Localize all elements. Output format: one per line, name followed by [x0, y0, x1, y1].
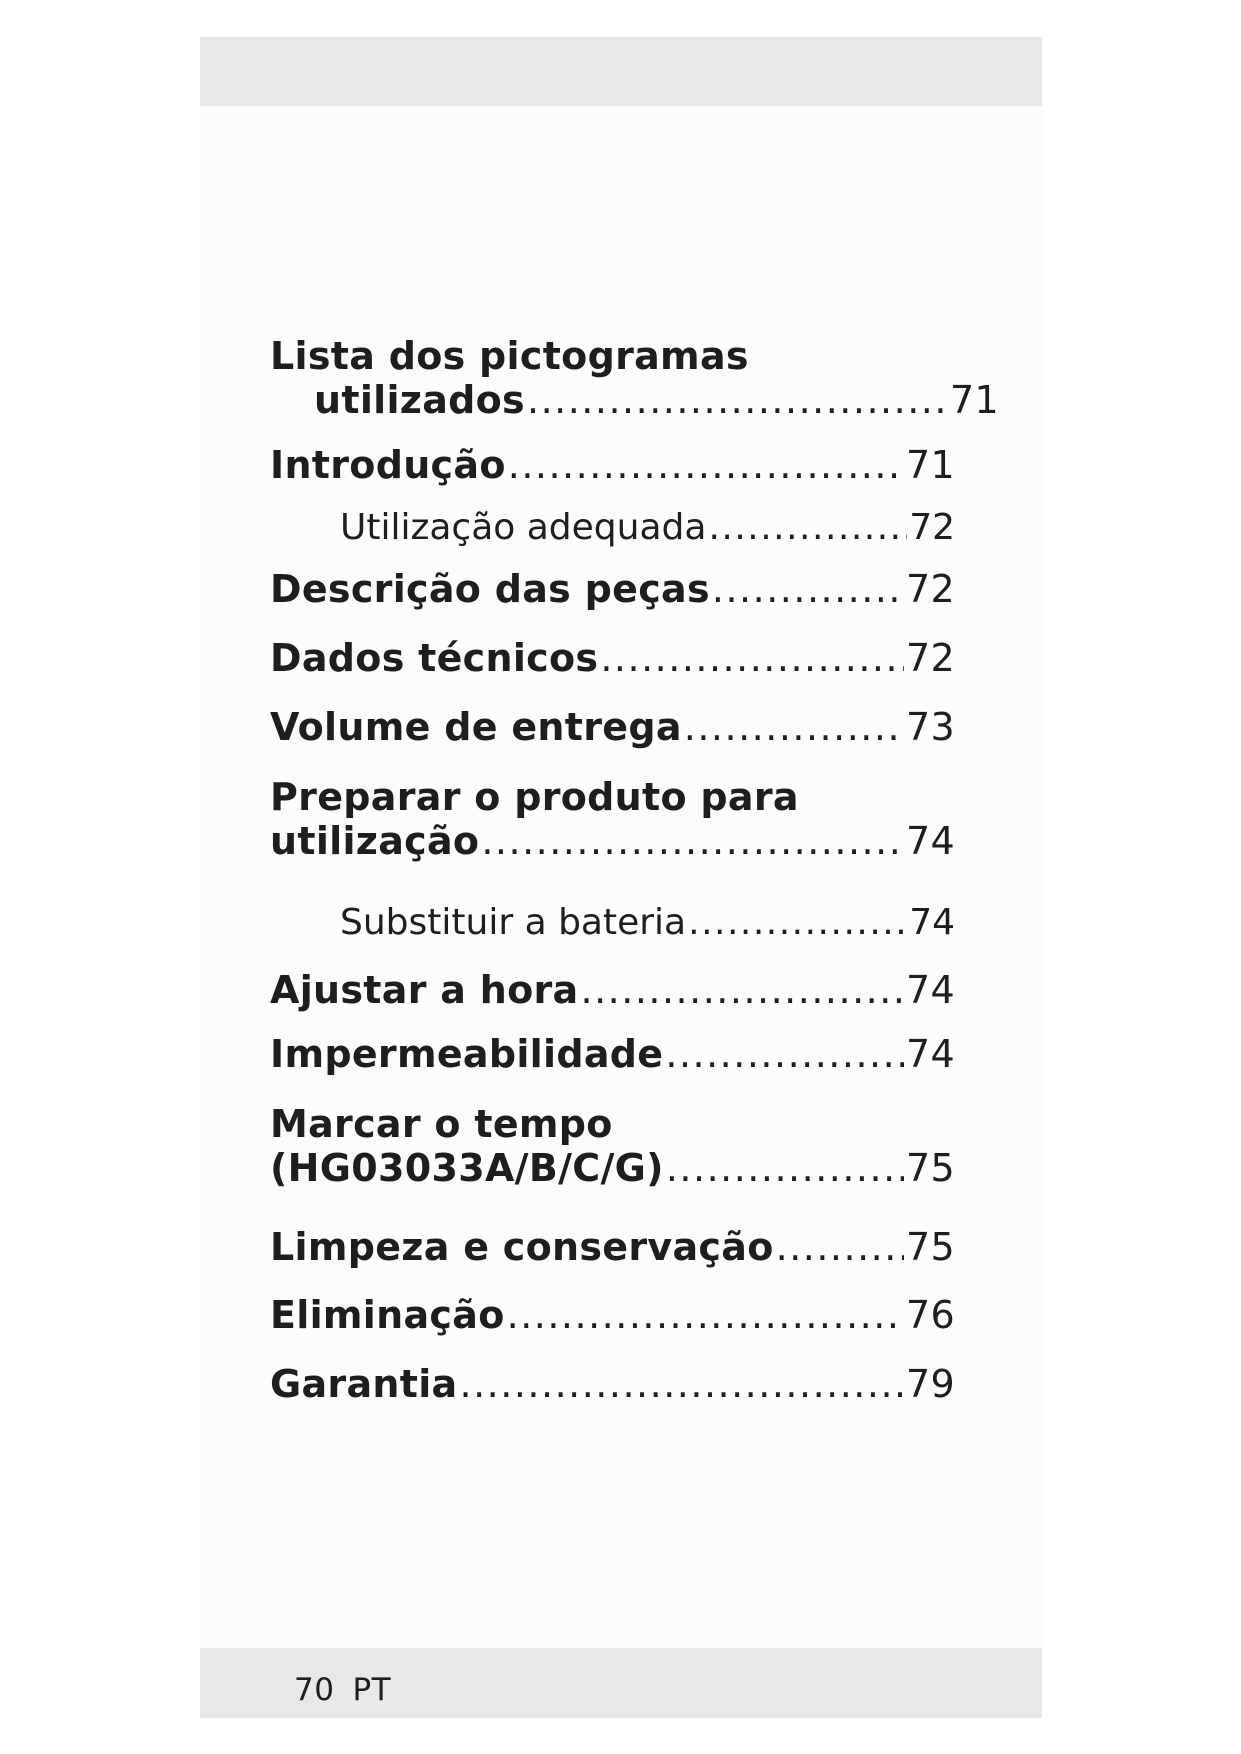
dot-leader [507, 1293, 904, 1337]
toc-entry-page: 74 [906, 819, 955, 863]
toc-entry-page: 74 [906, 968, 955, 1012]
toc-entry-title: utilizados [314, 378, 525, 422]
toc-entry-title: utilização [270, 819, 480, 863]
toc-entry-page: 79 [906, 1362, 955, 1406]
toc-entry-intended-use[interactable] [270, 507, 955, 548]
language-code: PT [352, 1672, 392, 1708]
page-footer [294, 1672, 391, 1708]
toc-entry-page: 75 [906, 1225, 955, 1269]
dot-leader [688, 902, 907, 943]
toc-entry-page: 74 [909, 902, 955, 943]
page-number: 70 [294, 1672, 335, 1708]
toc-entry-warranty[interactable] [270, 1362, 955, 1406]
toc-entry-title: (HG03033A/B/C/G) [270, 1146, 664, 1190]
toc-entry-title-line1: Marcar o tempo [270, 1102, 613, 1146]
toc-entry-page: 72 [906, 636, 955, 680]
dot-leader [481, 819, 904, 863]
header-band [200, 37, 1042, 106]
dot-leader [460, 1362, 905, 1406]
manual-page [200, 37, 1042, 1718]
toc-entry-title: Descrição das peças [270, 567, 710, 611]
toc-entry-page: 74 [906, 1032, 955, 1076]
footer-band [200, 1648, 1042, 1718]
toc-entry-parts-description[interactable] [270, 567, 955, 611]
toc-entry-replace-battery[interactable] [270, 902, 955, 943]
toc-entry-title: Utilização adequada [340, 507, 707, 548]
toc-entry-title-line1: Lista dos pictogramas [270, 334, 749, 378]
dot-leader [684, 705, 904, 749]
toc-entry-title: Eliminação [270, 1293, 505, 1337]
dot-leader [708, 507, 907, 548]
toc-entry-technical-data[interactable] [270, 636, 955, 680]
toc-entry-page: 72 [906, 567, 955, 611]
dot-leader [776, 1225, 904, 1269]
dot-leader [581, 968, 905, 1012]
toc-entry-title: Limpeza e conservação [270, 1225, 774, 1269]
toc-entry-title: Introdução [270, 443, 506, 487]
toc-entry-page: 71 [950, 378, 999, 422]
toc-entry-title: Ajustar a hora [270, 968, 579, 1012]
toc-entry-pictograms[interactable] [270, 334, 999, 422]
toc-entry-cleaning[interactable] [270, 1225, 955, 1269]
toc-entry-title: Garantia [270, 1362, 458, 1406]
toc-entry-title: Dados técnicos [270, 636, 599, 680]
toc-entry-set-time[interactable] [270, 968, 955, 1012]
dot-leader [527, 378, 948, 422]
dot-leader [712, 567, 904, 611]
dot-leader [600, 636, 904, 680]
toc-entry-timing[interactable] [270, 1102, 955, 1190]
toc-entry-title: Volume de entrega [270, 705, 682, 749]
toc-entry-page: 71 [906, 443, 955, 487]
toc-entry-title: Substituir a bateria [340, 902, 687, 943]
toc-entry-delivery-scope[interactable] [270, 705, 955, 749]
toc-entry-page: 72 [909, 507, 955, 548]
toc-entry-disposal[interactable] [270, 1293, 955, 1337]
toc-entry-title-line1: Preparar o produto para [270, 775, 799, 819]
toc-entry-page: 76 [906, 1293, 955, 1337]
dot-leader [665, 1032, 904, 1076]
toc-entry-page: 73 [906, 705, 955, 749]
toc-entry-title: Impermeabilidade [270, 1032, 664, 1076]
toc-entry-introduction[interactable] [270, 443, 955, 487]
toc-entry-prepare-product[interactable] [270, 775, 955, 863]
toc-entry-page: 75 [906, 1146, 955, 1190]
toc-entry-waterproofing[interactable] [270, 1032, 955, 1076]
dot-leader [666, 1146, 904, 1190]
dot-leader [508, 443, 904, 487]
